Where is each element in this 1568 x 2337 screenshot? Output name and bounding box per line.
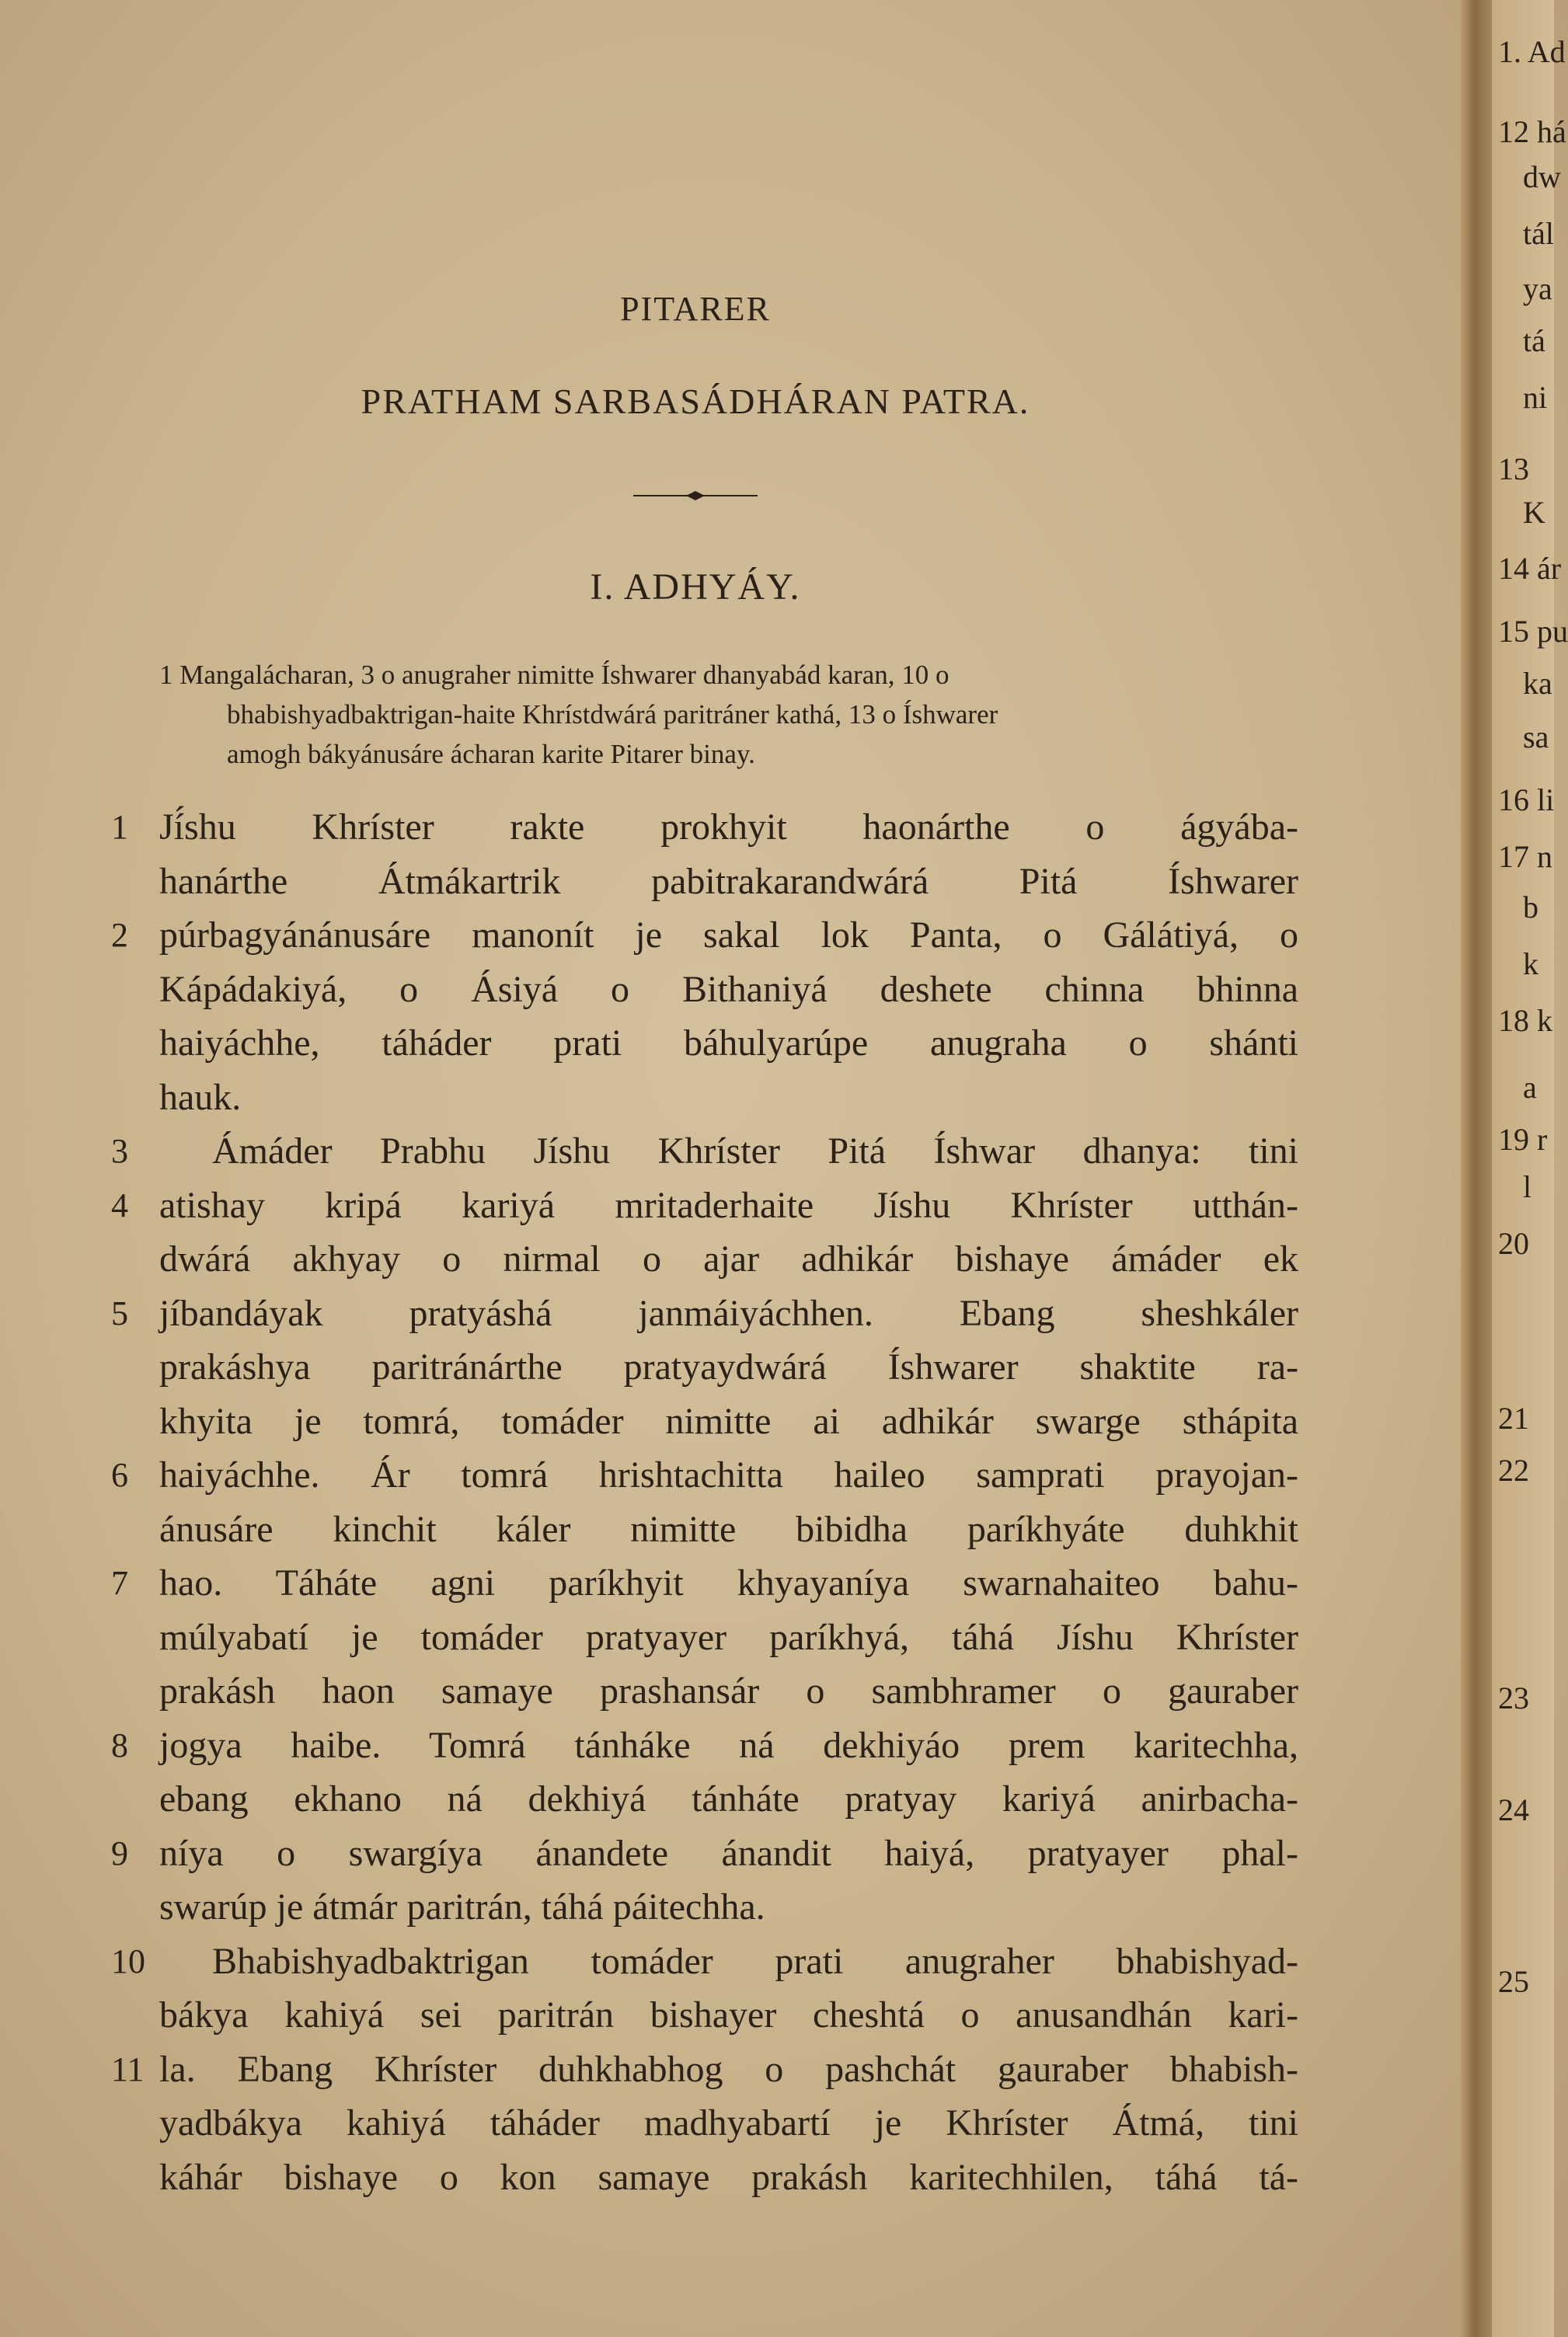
summary-line: 1 Mangalácharan, 3 o anugraher nimitte Íshwarer dhanyabád karan, 10 o [159, 660, 950, 690]
verse-number: 11 [111, 2050, 145, 2088]
text-line [159, 1395, 1298, 1449]
facing-page-fragment: 14 ár [1498, 551, 1562, 586]
book-gutter [1461, 0, 1492, 2337]
text-line [159, 2151, 1298, 2205]
facing-page-fragment: 16 li [1498, 782, 1555, 817]
line-text: dwárá akhyay o nirmal o ajar adhikár bishaye ámáder ek [159, 1238, 1298, 1280]
book-subtitle: PRATHAM SARBASÁDHÁRAN PATRA. [361, 381, 1030, 421]
facing-page-fragment: l [1523, 1169, 1532, 1204]
facing-page-fragment: 24 [1498, 1792, 1529, 1827]
facing-page-fragment: 23 [1498, 1680, 1529, 1715]
line-text: hao. Táháte agni paríkhyit khyayaníya swarnahaiteo bahu- [159, 1562, 1298, 1604]
book-title: PITARER [620, 290, 771, 328]
text-line [159, 1071, 1298, 1125]
text-line [159, 1772, 1298, 1827]
text-line [111, 1719, 1298, 1773]
text-line [111, 1556, 1298, 1611]
text-line [111, 1827, 1298, 1881]
line-text: swarúp je átmár paritrán, táhá páitechha. [159, 1886, 765, 1928]
line-text: jíbandáyak pratyáshá janmáiyáchhen. Ebang sheshkáler [159, 1292, 1298, 1334]
line-text: la. Ebang Khríster duhkhabhog o pashchát gauraber bhabish- [159, 2048, 1298, 2090]
line-text: prakáshya paritránárthe pratyaydwárá Íshwarer shaktite ra- [159, 1346, 1298, 1388]
facing-page-fragment: a [1523, 1070, 1537, 1105]
text-line [111, 800, 1298, 855]
verse-number: 2 [111, 916, 128, 954]
facing-page-fragment: ya [1523, 271, 1552, 306]
facing-page-fragment: 13 [1498, 451, 1529, 486]
text-line [159, 1340, 1298, 1395]
facing-page-fragment: 1. Ad [1498, 34, 1566, 69]
summary-line: bhabishyadbaktrigan-haite Khrístdwárá paritráner kathá, 13 o Íshwarer [227, 699, 998, 730]
facing-page-edge [1492, 0, 1568, 2337]
text-line [159, 1611, 1298, 1665]
line-text: haiyáchhe. Ár tomrá hrishtachitta haileo samprati prayojan- [159, 1454, 1298, 1496]
text-line [159, 855, 1298, 909]
facing-page-fragment: k [1523, 946, 1538, 981]
text-line [159, 1988, 1298, 2043]
line-text: haiyáchhe, táháder prati báhulyarúpe anugraha o shánti [159, 1022, 1298, 1064]
line-text: Ámáder Prabhu Jíshu Khríster Pitá Íshwar dhanya: tini [212, 1130, 1298, 1172]
facing-page-fragment: dw [1523, 159, 1561, 194]
verse-number: 5 [111, 1294, 128, 1332]
line-text: Jí́shu Khríster rakte prokhyit haonárthe o ágyába- [159, 806, 1298, 848]
facing-page-fragment: 25 [1498, 1964, 1529, 1999]
verse-number: 3 [111, 1132, 128, 1170]
text-line [111, 908, 1298, 963]
facing-page-fragment: ni [1523, 380, 1548, 415]
divider-ornament-icon [633, 488, 758, 503]
verse-number: 8 [111, 1726, 128, 1764]
line-text: ebang ekhano ná dekhiyá tánháte pratyay kariyá anirbacha- [159, 1778, 1298, 1820]
chapter-heading: I. ADHYÁY. [590, 566, 801, 608]
text-line [111, 1179, 1298, 1233]
text-line [111, 1124, 1298, 1179]
line-text: púrbagyánánusáre manonít je sakal lok Panta, o Gálátiyá, o [159, 914, 1298, 956]
text-line [159, 1503, 1298, 1557]
line-text: Bhabishyadbaktrigan tomáder prati anugraher bhabishyad- [212, 1940, 1298, 1982]
facing-page-fragment: 17 n [1498, 839, 1552, 874]
verse-number: 10 [111, 1942, 145, 1980]
facing-page-fragment: b [1523, 890, 1538, 925]
text-line [111, 1935, 1298, 1989]
line-text: jogya haibe. Tomrá tánháke ná dekhiyáo prem karitechha, [159, 1724, 1298, 1766]
line-text: prakásh haon samaye prashansár o sambhramer o gauraber [159, 1670, 1298, 1712]
text-line [159, 963, 1298, 1017]
verse-number: 9 [111, 1834, 128, 1872]
line-text: hauk. [159, 1076, 242, 1118]
text-line [111, 1448, 1298, 1503]
text-line [111, 1287, 1298, 1341]
line-text: khyita je tomrá, tomáder nimitte ai adhikár swarge sthápita [159, 1400, 1298, 1442]
verse-number: 4 [111, 1186, 128, 1224]
line-text: múlyabatí je tomáder pratyayer paríkhyá, táhá Jíshu Khríster [159, 1616, 1298, 1658]
line-text: káhár bishaye o kon samaye prakásh karitechhilen, táhá tá- [159, 2156, 1298, 2198]
facing-page-fragment: sa [1523, 719, 1549, 754]
text-line [159, 1664, 1298, 1719]
text-line [111, 2043, 1298, 2097]
line-text: Kápádakiyá, o Ásiyá o Bithaniyá deshete chinna bhinna [159, 968, 1298, 1010]
line-text: atishay kripá kariyá mritaderhaite Jíshu Khríster utthán- [159, 1184, 1298, 1226]
facing-page-fragment: 20 [1498, 1226, 1529, 1261]
facing-page-fragment: 19 r [1498, 1122, 1548, 1157]
text-line [159, 1880, 1298, 1935]
text-line [159, 1016, 1298, 1071]
facing-page-fragment: tál [1523, 216, 1554, 251]
line-text: níya o swargíya ánandete ánandit haiyá, pratyayer phal- [159, 1832, 1298, 1874]
facing-page-fragment: 15 pu [1498, 614, 1568, 649]
facing-page-fragment: tá [1523, 323, 1545, 358]
facing-page-fragment: 18 k [1498, 1003, 1552, 1038]
summary-line: amogh bákyánusáre ácharan karite Pitarer binay. [227, 739, 755, 769]
facing-page-fragment: 12 há [1498, 114, 1566, 149]
line-text: bákya kahiyá sei paritrán bishayer cheshtá o anusandhán kari- [159, 1994, 1298, 2036]
verse-number: 1 [111, 808, 128, 846]
facing-page-fragment: ka [1523, 666, 1552, 701]
line-text: yadbákya kahiyá táháder madhyabartí je Khríster Átmá, tini [159, 2102, 1298, 2144]
verse-number: 6 [111, 1456, 128, 1494]
line-text: ánusáre kinchit káler nimitte bibidha paríkhyáte duhkhit [159, 1508, 1298, 1550]
facing-page-fragment: K [1523, 495, 1545, 530]
text-line [159, 1232, 1298, 1287]
facing-page-fragment: 21 [1498, 1401, 1529, 1436]
text-line [159, 2096, 1298, 2151]
verse-number: 7 [111, 1564, 128, 1602]
line-text: hanárthe Átmákartrik pabitrakarandwárá Pitá Íshwarer [159, 860, 1298, 902]
facing-page-fragment: 22 [1498, 1453, 1529, 1488]
